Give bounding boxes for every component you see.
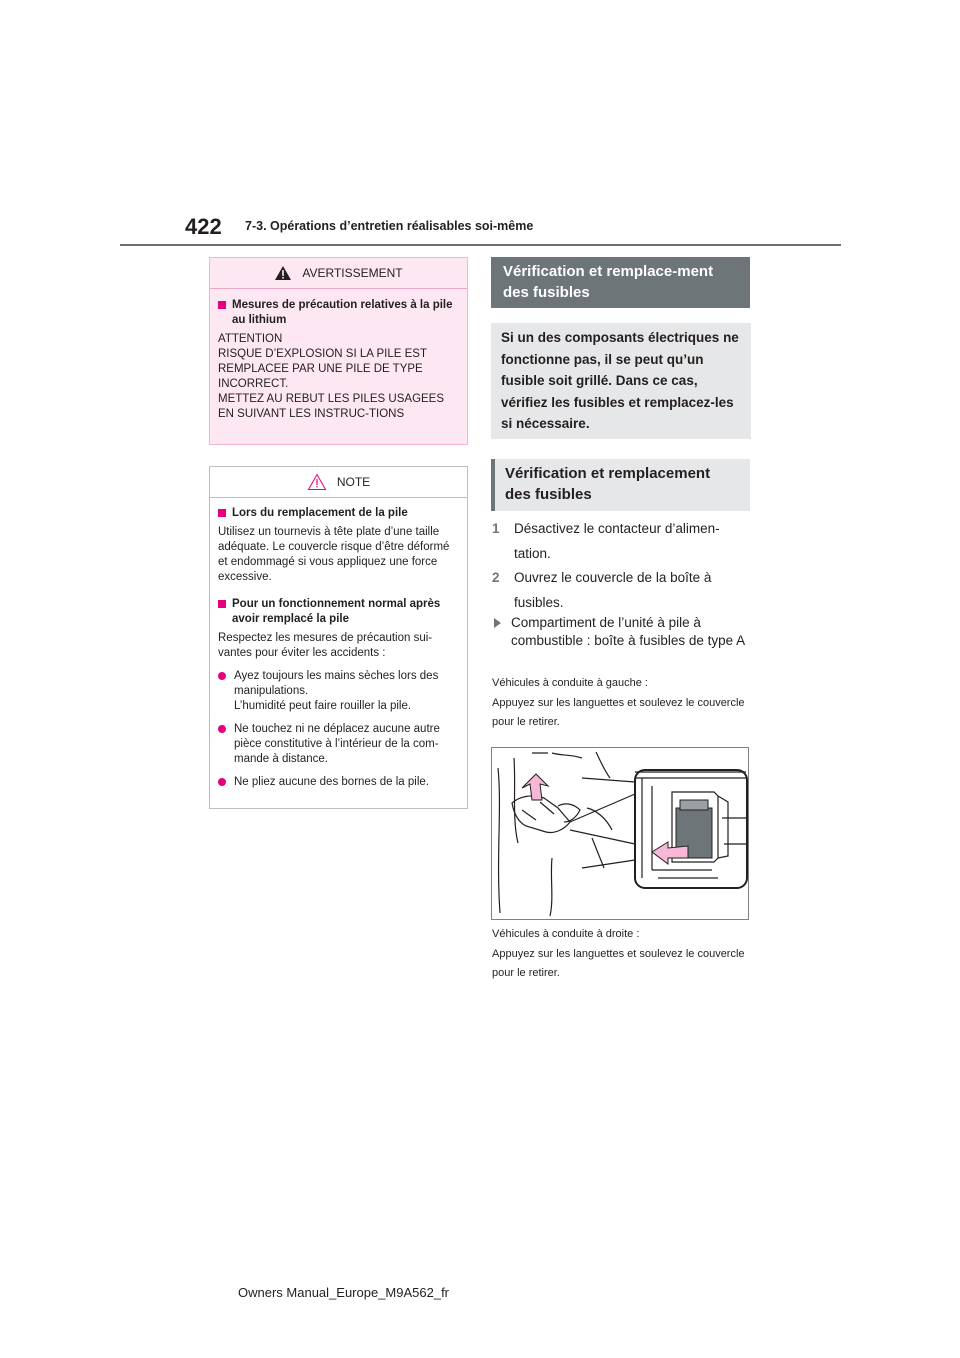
main-heading: Vérification et remplace-ment des fusibles bbox=[491, 257, 750, 308]
step-2 bbox=[492, 565, 752, 615]
step-text: Désactivez le contacteur d’alimen-tation. bbox=[514, 521, 720, 561]
round-bullet-icon bbox=[218, 725, 226, 733]
footer-text: Owners Manual_Europe_M9A562_fr bbox=[238, 1285, 450, 1300]
lhd-text: Appuyez sur les languettes et soulevez le couvercle pour le retirer. bbox=[492, 696, 745, 728]
fuse-box-type-item: Compartiment de l’unité à pile à combustible : boîte à fusibles de type A bbox=[492, 614, 752, 650]
sub-heading: Vérification et remplacement des fusibles bbox=[491, 459, 750, 511]
note-header bbox=[210, 467, 467, 498]
round-bullet-icon bbox=[218, 778, 226, 786]
step-1 bbox=[492, 516, 752, 566]
note-bullet: Ne pliez aucune des bornes de la pile. bbox=[218, 775, 461, 790]
note-bullet: Ayez toujours les mains sèches lors des manipulations. L’humidité peut faire rouiller la pile. bbox=[218, 669, 461, 714]
note-box bbox=[209, 466, 468, 809]
lhd-label: Véhicules à conduite à gauche : bbox=[492, 677, 648, 689]
square-bullet-icon bbox=[218, 600, 226, 608]
round-bullet-icon bbox=[218, 672, 226, 680]
header-rule bbox=[120, 244, 841, 246]
note-bullet: Ne touchez ni ne déplacez aucune autre pièce constitutive à l’intérieur de la com-mande à distance. bbox=[218, 722, 461, 767]
warning-header bbox=[210, 258, 467, 289]
note-heading-1: Lors du remplacement de la pile bbox=[218, 506, 461, 521]
note-text-2: Respectez les mesures de précaution sui-vantes pour éviter les accidents : bbox=[218, 632, 433, 659]
warning-heading: Mesures de précaution relatives à la pile au lithium bbox=[218, 298, 461, 328]
caution-triangle-icon bbox=[307, 473, 327, 491]
step-text: Ouvrez le couvercle de la boîte à fusibles. bbox=[514, 570, 712, 610]
note-title: NOTE bbox=[336, 475, 371, 489]
note-heading-2: Pour un fonctionnement normal après avoir remplacé la pile bbox=[218, 597, 461, 627]
intro-text: Si un des composants électriques ne fonctionne pas, il se peut qu’un fusible soit grillé. Dans ce cas, vérifiez les fusibles et remplacez-les si nécessaire. bbox=[491, 323, 751, 439]
rhd-text: Appuyez sur les languettes et soulevez le couvercle pour le retirer. bbox=[492, 947, 745, 979]
fuse-box-illustration bbox=[491, 747, 749, 920]
warning-triangle-icon bbox=[274, 265, 292, 281]
rhd-instructions bbox=[492, 925, 754, 984]
lhd-instructions bbox=[492, 674, 754, 733]
step-number: 1 bbox=[492, 521, 500, 536]
warning-title: AVERTISSEMENT bbox=[302, 266, 403, 280]
warning-text: ATTENTION RISQUE D’EXPLOSION SI LA PILE EST REMPLACEE PAR UNE PILE DE TYPE INCORRECT. METTEZ AU REBUT LES PILES USAGEES EN SUIVANT LES INSTRUC-TIONS bbox=[218, 333, 445, 420]
warning-box bbox=[209, 257, 468, 445]
note-text-1: Utilisez un tournevis à tête plate d’une taille adéquate. Le couvercle risque d’être déformé et endommagé si vous appliquez une force excessive. bbox=[218, 526, 450, 583]
page-number: 422 bbox=[185, 214, 222, 239]
section-title: 7-3. Opérations d’entretien réalisables soi-même bbox=[245, 219, 534, 233]
square-bullet-icon bbox=[218, 509, 226, 517]
triangle-bullet-icon bbox=[494, 618, 501, 628]
square-bullet-icon bbox=[218, 301, 226, 309]
rhd-label: Véhicules à conduite à droite : bbox=[492, 928, 640, 940]
step-number: 2 bbox=[492, 570, 500, 585]
fuse-box-drawing-icon bbox=[492, 748, 748, 919]
